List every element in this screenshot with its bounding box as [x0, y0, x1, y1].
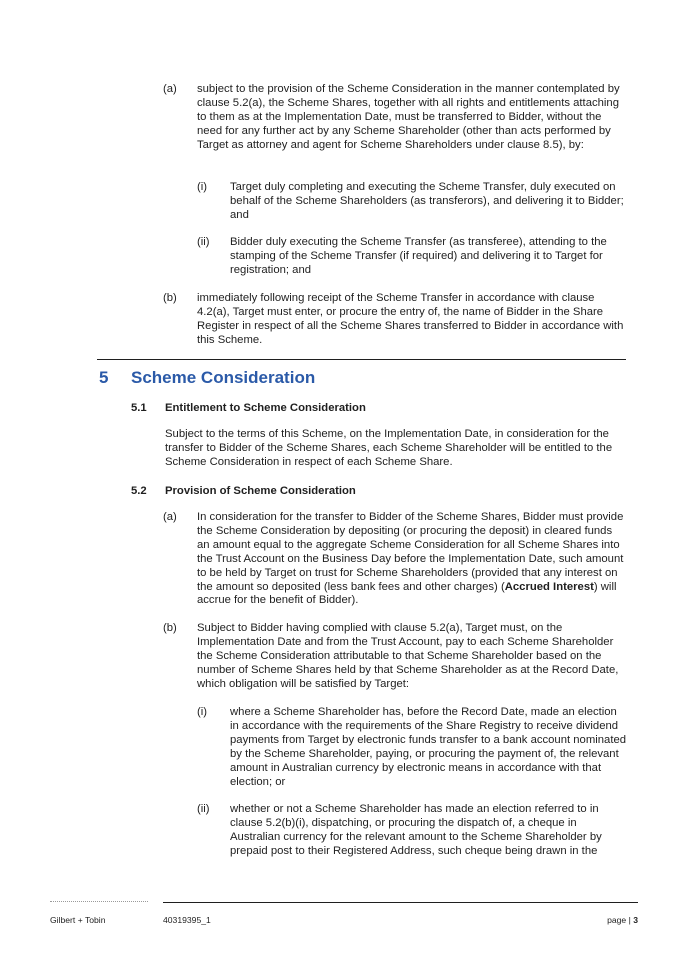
section-title: Scheme Consideration [131, 368, 316, 387]
clause-5-2-a-text-before: In consideration for the transfer to Bidder of the Scheme Shares, Bidder must provide the Scheme Consideration by depositing (or procuring the deposit) in cleared funds an amount equal to the aggregate Scheme Consideration for all Scheme Shares into the Trust Account on the Business Day before the Implementation Date, such amount to be held by Target on trust for Scheme Shareholders (provided that any interest on the amount so deposited (less bank fees and other charges) ( [197, 511, 624, 593]
footer-rule [163, 902, 638, 903]
footer-page-value: 3 [633, 915, 638, 925]
clause-5-2-a-text-after: ) will accrue for the benefit of Bidder). [197, 580, 617, 607]
section-rule [97, 359, 626, 360]
clause-5-1-title: Entitlement to Scheme Consideration [165, 402, 366, 414]
clause-5-2-paragraph-b-i: where a Scheme Shareholder has, before the Record Date, made an election in accordance with the requirements of the Share Registry to receive dividend payments from Target by electronic funds transfer to a bank account nominated by the Scheme Shareholder, paying, or procuring the payment of, the relevant amount in Australian currency by electronic means in accordance with that election; or [230, 706, 627, 788]
clause-5-2-paragraph-a [197, 511, 627, 608]
clause-5-2-label-b-ii: (ii) [197, 803, 210, 815]
clause-5-2-label-a: (a) [163, 511, 177, 523]
section-number: 5 [99, 368, 109, 387]
clause-5-2-label-b: (b) [163, 622, 177, 634]
footer-document-id: 40319395_1 [163, 915, 211, 925]
paragraph-a: subject to the provision of the Scheme Consideration in the manner contemplated by clause 5.2(a), the Scheme Shares, together with all rights and entitlements attaching to them as at the Implementation Date, must be transferred to Bidder, without the need for any further act by any Scheme Shareholder (other than acts performed by Target as attorney and agent for Scheme Shareholders under clause 8.5), by: [197, 83, 620, 151]
footer-dotted-rule [50, 901, 148, 902]
paragraph-a-i: Target duly completing and executing the Scheme Transfer, duly executed on behalf of the Scheme Shareholders (as transferors), and delivering it to Bidder; and [230, 181, 624, 221]
defined-term-accrued-interest: Accrued Interest [504, 580, 594, 593]
list-label-a-i: (i) [197, 181, 208, 193]
footer-firm-name: Gilbert + Tobin [50, 915, 106, 925]
footer-page-number [607, 915, 638, 925]
clause-5-2-paragraph-b-ii: whether or not a Scheme Shareholder has made an election referred to in clause 5.2(b)(i), dispatching, or procuring the dispatch of, a cheque in Australian currency for the relevant amount to the Scheme Shareholder by prepaid post to their Registered Address, such cheque being drawn in the [230, 803, 602, 857]
list-label-b: (b) [163, 292, 177, 304]
clause-5-2-title: Provision of Scheme Consideration [165, 485, 356, 497]
list-label-a: (a) [163, 83, 177, 95]
footer-page-label: page | [607, 915, 634, 925]
clause-5-2-number: 5.2 [131, 485, 147, 497]
clause-5-2-label-b-i: (i) [197, 706, 208, 718]
clause-5-2-paragraph-b: Subject to Bidder having complied with clause 5.2(a), Target must, on the Implementation Date and from the Trust Account, pay to each Scheme Shareholder the Scheme Consideration attributable to that Scheme Shareholder based on the number of Scheme Shares held by that Scheme Shareholder as at the Record Date, which obligation will be satisfied by Target: [197, 622, 619, 690]
list-label-a-ii: (ii) [197, 236, 210, 248]
paragraph-a-ii: Bidder duly executing the Scheme Transfer (as transferee), attending to the stamping of the Scheme Transfer (if required) and delivering it to Target for registration; and [230, 236, 607, 276]
paragraph-b: immediately following receipt of the Scheme Transfer in accordance with clause 4.2(a), Target must enter, or procure the entry of, the name of Bidder in the Share Register in respect of all the Scheme Shares transferred to Bidder in accordance with this Scheme. [197, 292, 624, 346]
clause-5-1-text: Subject to the terms of this Scheme, on the Implementation Date, in consideration for the transfer to Bidder of the Scheme Shares, each Scheme Shareholder will be entitled to the Scheme Consideration in respect of each Scheme Share. [165, 428, 613, 468]
clause-5-1-number: 5.1 [131, 402, 147, 414]
